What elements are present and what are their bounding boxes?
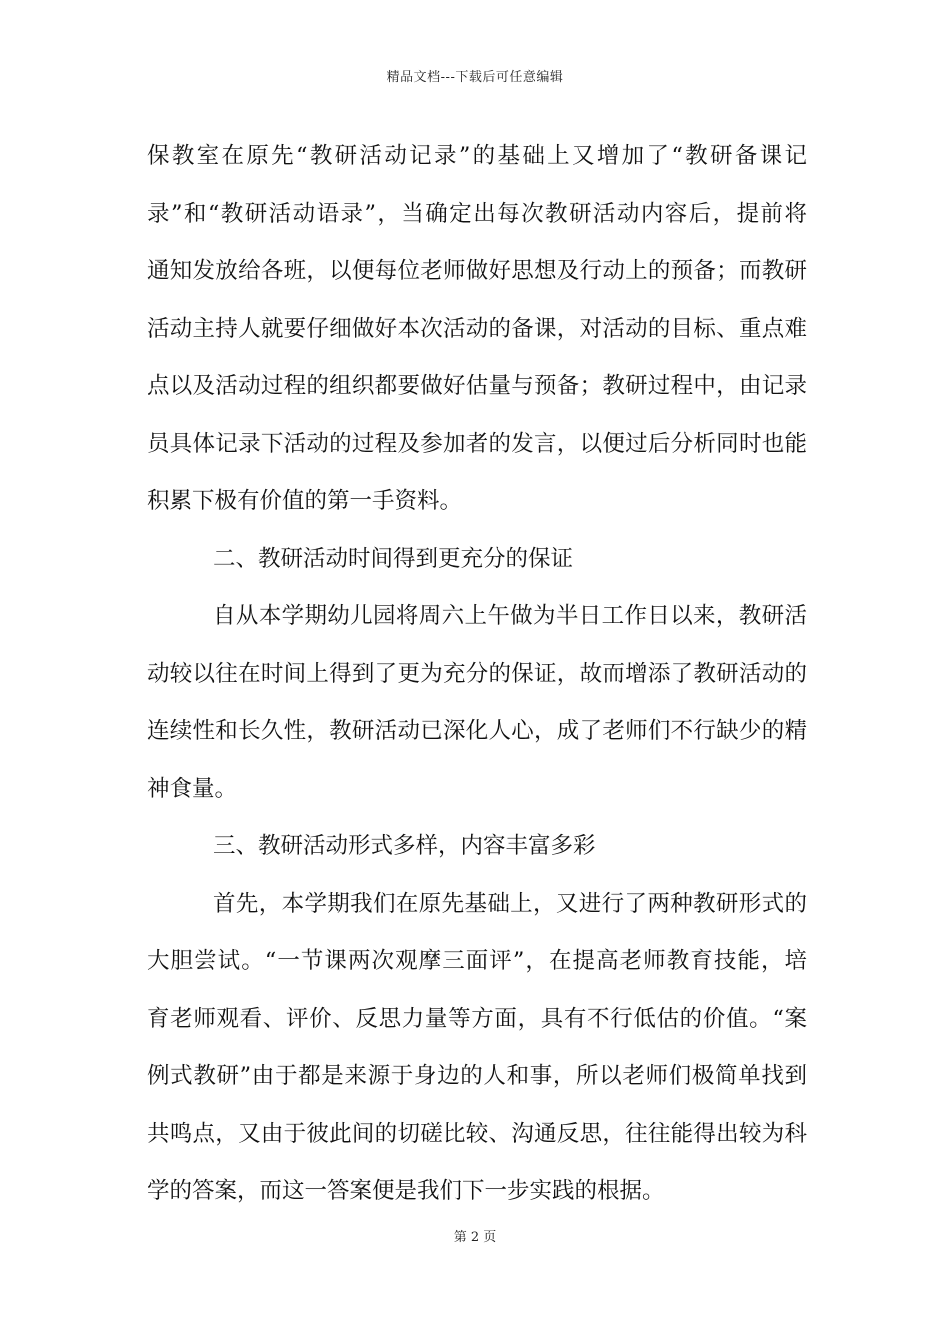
body-line: 点以及活动过程的组织都要做好估量与预备；教研过程中，由记录 bbox=[147, 373, 807, 399]
body-line: 首先，本学期我们在原先基础上，又进行了两种教研形式的 bbox=[213, 890, 807, 917]
body-line: 育老师观看、评价、反思力量等方面，具有不行低估的价值。“案 bbox=[147, 1005, 807, 1032]
body-line: 员具体记录下活动的过程及参加者的发言，以便过后分析同时也能 bbox=[147, 430, 807, 457]
body-line: 录”和“教研活动语录”，当确定出每次教研活动内容后，提前将 bbox=[147, 200, 807, 227]
body-line: 保教室在原先“教研活动记录”的基础上又增加了“教研备课记 bbox=[147, 143, 807, 169]
section-heading: 二、教研活动时间得到更充分的保证 bbox=[213, 545, 574, 572]
body-line: 积累下极有价值的第一手资料。 bbox=[147, 488, 463, 514]
page-header: 精品文档---下载后可任意编辑 bbox=[386, 70, 564, 85]
body-line: 动较以往在时间上得到了更为充分的保证，故而增添了教研活动的 bbox=[147, 660, 807, 687]
body-line: 学的答案，而这一答案便是我们下一步实践的根据。 bbox=[147, 1178, 665, 1204]
body-line: 共鸣点，又由于彼此间的切磋比较、沟通反思，往往能得出较为科 bbox=[147, 1120, 807, 1147]
body-line: 自从本学期幼儿园将周六上午做为半日工作日以来，教研活 bbox=[213, 603, 807, 629]
body-line: 神食量。 bbox=[147, 775, 238, 802]
body-line: 通知发放给各班，以便每位老师做好思想及行动上的预备；而教研 bbox=[147, 258, 807, 284]
body-line: 例式教研”由于都是来源于身边的人和事，所以老师们极简单找到 bbox=[147, 1063, 807, 1089]
section-heading: 三、教研活动形式多样，内容丰富多彩 bbox=[213, 833, 596, 859]
document-body bbox=[147, 128, 807, 1221]
body-line: 连续性和长久性，教研活动已深化人心，成了老师们不行缺少的精 bbox=[147, 718, 807, 744]
page-number: 第 2 页 bbox=[453, 1230, 497, 1245]
body-line: 大胆尝试。“一节课两次观摩三面评”，在提高老师教育技能，培 bbox=[147, 948, 807, 974]
body-line: 活动主持人就要仔细做好本次活动的备课，对活动的目标、重点难 bbox=[147, 315, 807, 342]
